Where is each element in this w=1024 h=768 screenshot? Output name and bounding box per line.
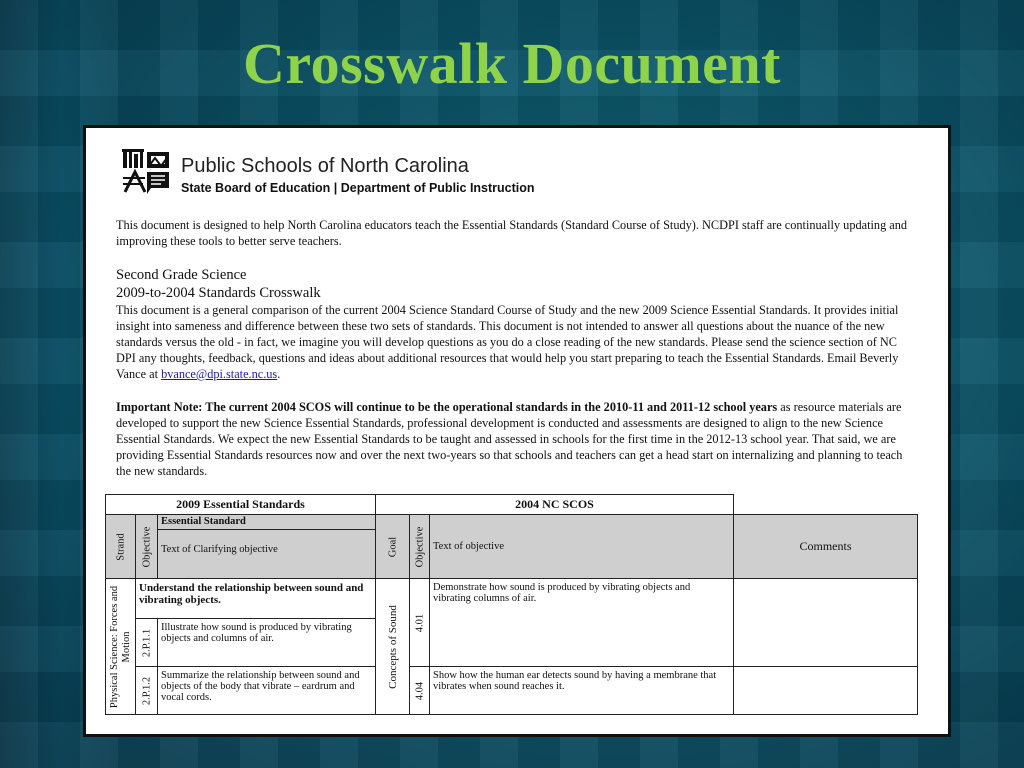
clarifying-cell-1: Illustrate how sound is produced by vibrating objects and columns of air.: [158, 619, 376, 667]
heading-grade: Second Grade Science: [116, 267, 247, 283]
intro-paragraph: This document is designed to help North Carolina educators teach the Essential Standards (Standard Course of Study). NCDPI staff are continually updating and improving these tools to better serve teachers.: [116, 218, 908, 248]
slide-title: Crosswalk Document: [243, 31, 781, 96]
crosswalk-table: [105, 494, 918, 715]
text-2004-cell-1: Demonstrate how sound is produced by vibrating objects and vibrating columns of air.: [430, 579, 734, 667]
col-header-strand-label: Strand: [115, 532, 126, 561]
col-header-clarifying-label: Text of Clarifying objective: [161, 544, 278, 555]
objective-text-2: 2.P.1.2: [141, 676, 152, 705]
objective-2004-cell-2: [410, 667, 430, 715]
col-header-objective-2004-label: Objective: [414, 526, 425, 567]
objective-2004-text-2: 4.04: [414, 681, 425, 700]
col-header-text-objective: Text of objective: [430, 515, 734, 579]
col-header-objective-2004: [410, 515, 430, 579]
objective-2004-text-1: 4.01: [414, 613, 425, 632]
group-header-spacer: [734, 495, 918, 515]
col-header-comments: Comments: [734, 515, 918, 579]
description-end: .: [277, 367, 281, 381]
text-2004-cell-2: Show how the human ear detects sound by having a membrane that vibrates when sound reaches it.: [430, 667, 734, 715]
strand-cell: [106, 579, 136, 715]
org-name: Public Schools of North Carolina: [181, 155, 469, 177]
objective-cell-2: [136, 667, 158, 715]
email-link[interactable]: bvance@dpi.state.nc.us: [161, 367, 278, 381]
document-image: [83, 125, 951, 737]
goal-cell: [376, 579, 410, 715]
heading-crosswalk: 2009-to-2004 Standards Crosswalk: [116, 285, 321, 301]
essential-standard-cell: Understand the relationship between sound and vibrating objects.: [136, 579, 376, 619]
col-header-objective-label: Objective: [141, 526, 152, 567]
org-subtitle: State Board of Education | Department of Public Instruction: [181, 181, 535, 195]
col-header-goal-label: Goal: [387, 536, 398, 557]
objective-2004-cell-1: [410, 579, 430, 667]
comments-cell-2: [734, 667, 918, 715]
col-header-essential-label: Essential Standard: [158, 515, 375, 530]
col-header-essential: [158, 515, 376, 579]
group-header-2004: 2004 NC SCOS: [376, 495, 734, 515]
objective-cell-1: [136, 619, 158, 667]
col-header-strand: [106, 515, 136, 579]
strand-text: Physical Science: Forces and Motion: [108, 585, 132, 708]
important-note: [116, 399, 916, 479]
nc-schools-logo-icon: [121, 148, 171, 196]
objective-text-1: 2.P.1.1: [141, 628, 152, 657]
important-note-text: as resource materials are developed to support the new Science Essential Standards, professional development is conducted and assessments are designed to align to the new Science Essential Standards. We expect the new Essential Standards to be taught and assessed in schools for the first time in the 2012-13 school year. That said, we are providing Essential Standards resources now and over the next two-years so that schools and teachers can get a head start on internalizing and planning to teach the new standards.: [116, 400, 903, 478]
goal-text: Concepts of Sound: [386, 604, 399, 689]
clarifying-cell-2: Summarize the relationship between sound and objects of the body that vibrate – eardrum and vocal cords.: [158, 667, 376, 715]
important-note-bold: Important Note: The current 2004 SCOS will continue to be the operational standards in the 2010-11 and 2011-12 school years: [116, 400, 778, 414]
description-text: This document is a general comparison of the current 2004 Science Standard Course of Study and the new 2009 Science Essential Standards. It provides initial insight into sameness and difference between these two sets of standards. This document is not intended to answer all questions about the nuance of the new standards versus the old - in fact, we imagine you will develop questions as you do a close reading of the new standards. Please send the science section of NC DPI any thoughts, feedback, questions and ideas about additional resources that would help you start preparing to teach the Essential Standards. Email Beverly Vance at: [116, 303, 899, 381]
col-header-objective: [136, 515, 158, 579]
col-header-goal: [376, 515, 410, 579]
description-paragraph: [116, 302, 916, 382]
comments-cell-1: [734, 579, 918, 667]
group-header-2009: 2009 Essential Standards: [106, 495, 376, 515]
